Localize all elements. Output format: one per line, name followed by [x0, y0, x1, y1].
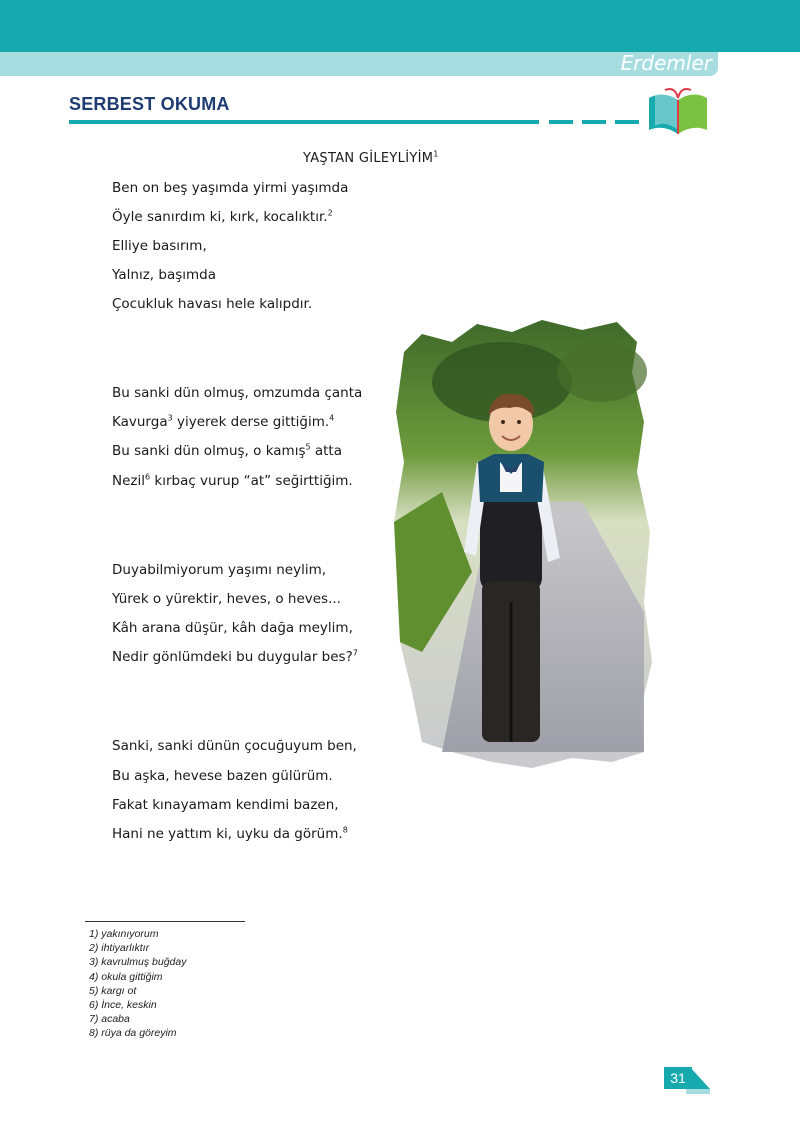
poem-line: Yürek o yürektir, heves, o heves... [112, 591, 341, 607]
footnote: 1) yakınıyorum [89, 928, 159, 940]
footnote-rule [85, 921, 245, 922]
poem-line: Nedir gönlümdeki bu duygular bes?$^7$ [112, 648, 358, 665]
poem-line: Kâh arana düşür, kâh dağa meylim, [112, 620, 353, 636]
poem-line: Öyle sanırdım ki, kırk, kocalıktır.$^2$ [112, 208, 333, 225]
footnote: 8) rüya da göreyim [89, 1027, 177, 1040]
poem-title: YAŞTAN GİLEYLİYİM$^1$ [303, 149, 439, 166]
poem-line: Ben on beş yaşımda yirmi yaşımda [112, 180, 349, 196]
poem-line: Bu sanki dün olmuş, omzumda çanta [112, 385, 363, 401]
poem-line: Elliye basırım, [112, 238, 207, 254]
poem-line: Bu sanki dün olmuş, o kamış$^5$ atta [112, 442, 343, 459]
footnote: 7) acaba [89, 1013, 130, 1026]
poem-line: Sanki, sanki dünün çocuğuyum ben, [112, 738, 357, 754]
poem-line: Nezil$^6$ kırbaç vurup “at” seğirttiğim. [112, 472, 353, 489]
header-band [0, 0, 800, 52]
section-rule-dash [615, 120, 639, 124]
section-rule-dash [549, 120, 573, 124]
schoolboy-photo [382, 312, 682, 777]
page-number-underline [686, 1089, 710, 1094]
poem-line: Hani ne yattım ki, uyku da görüm.$^8$ [112, 825, 348, 842]
section-title: SERBEST OKUMA [69, 94, 230, 114]
poem-line: Fakat kınayamam kendimi bazen, [112, 797, 339, 813]
header-subband [0, 52, 718, 76]
page-number-tab [690, 1067, 710, 1089]
category-label: Erdemler [620, 51, 712, 75]
footnotes [89, 927, 186, 1041]
section-rule [69, 120, 539, 124]
poem-line: Duyabilmiyorum yaşımı neylim, [112, 562, 327, 578]
footnote: 4) okula gittiğim [89, 970, 163, 983]
footnote: 6) İnce, keskin [89, 999, 157, 1012]
poem-line: Çocukluk havası hele kalıpdır. [112, 296, 313, 312]
poem-line: Kavurga$^3$ yiyerek derse gittiğim.$^4$ [112, 413, 335, 430]
footnote: 3) kavrulmuş buğday [89, 956, 187, 969]
book-icon [645, 86, 711, 136]
footnote: 5) kargı ot [89, 984, 137, 997]
poem-line: Bu aşka, hevese bazen gülürüm. [112, 768, 333, 784]
poem-line: Yalnız, başımda [112, 267, 217, 283]
footnote: 2) ihtiyarlıktır [89, 942, 150, 955]
page-number: 31 [664, 1067, 692, 1089]
section-rule-dash [582, 120, 606, 124]
